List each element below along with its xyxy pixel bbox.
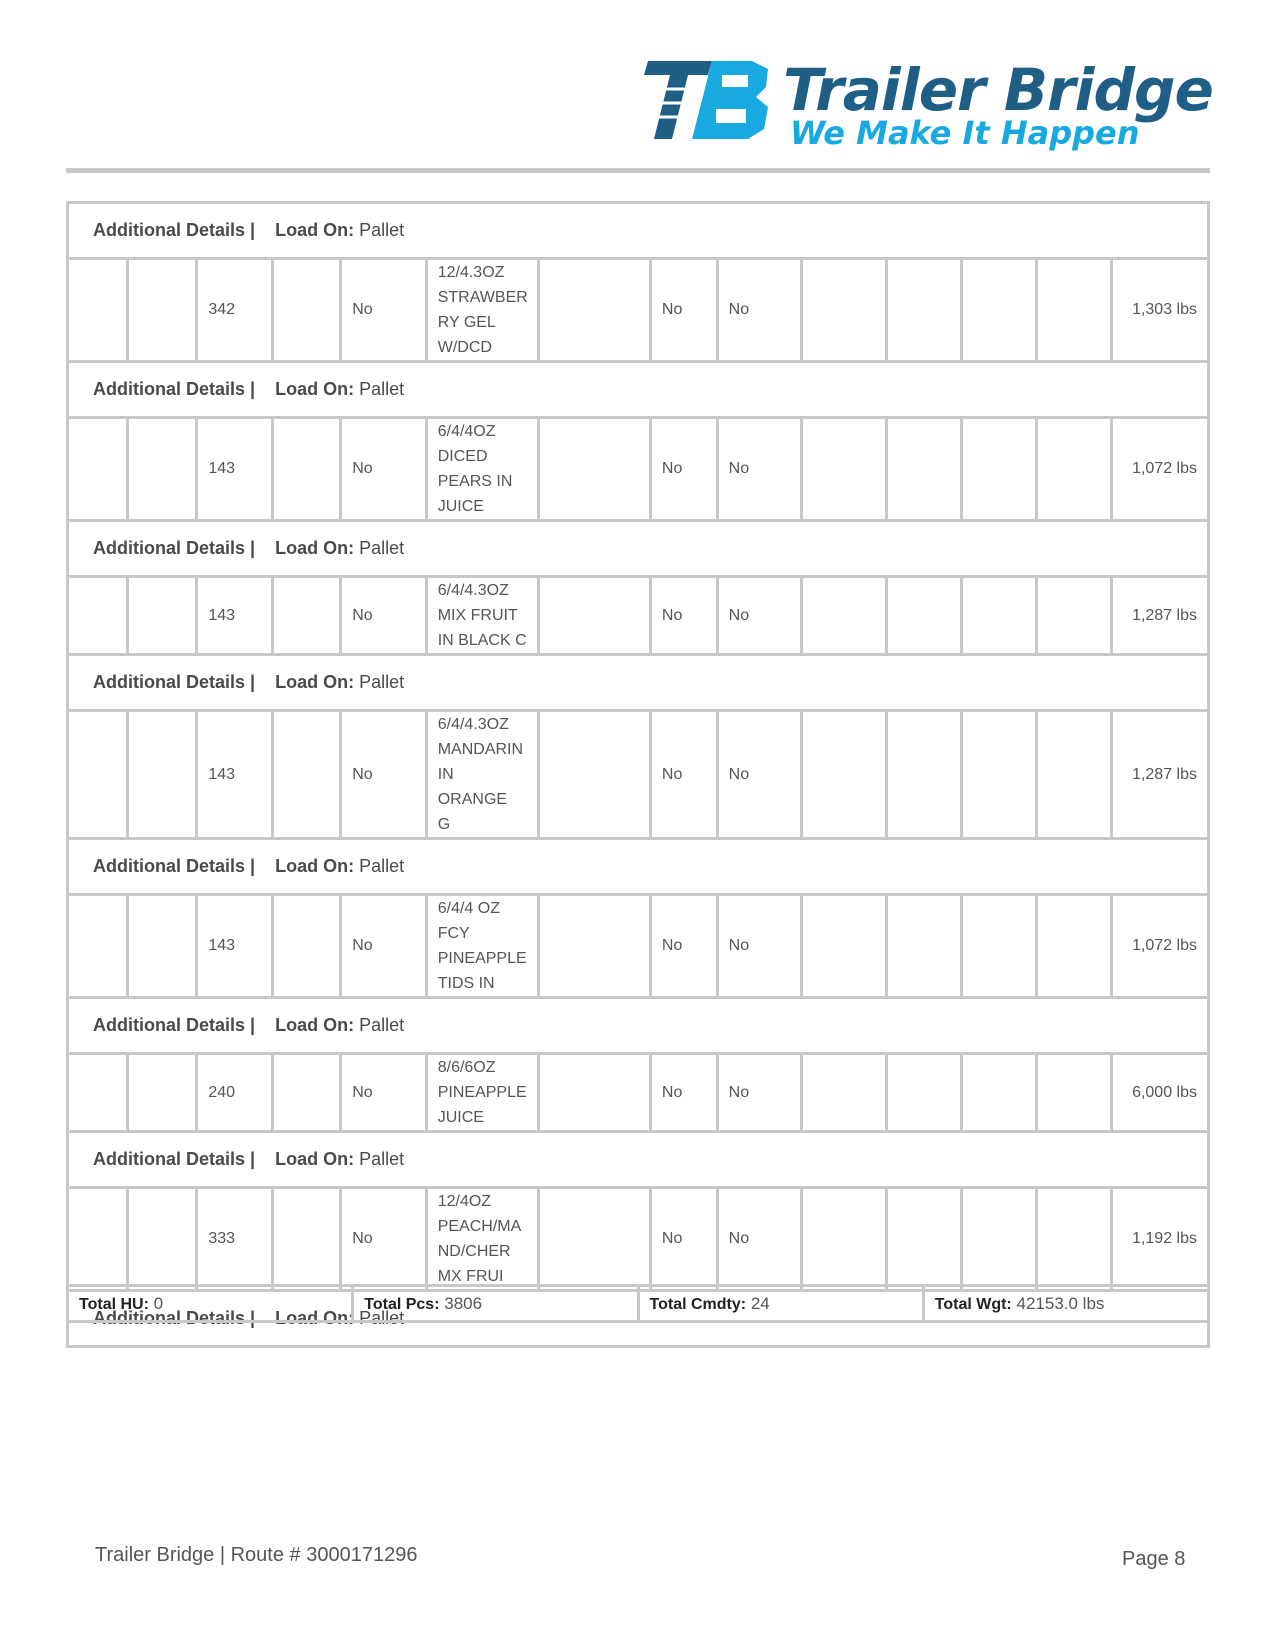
empty-cell — [273, 1188, 341, 1291]
total-wgt-cell: Total Wgt: 42153.0 lbs — [923, 1286, 1208, 1322]
footer-page-number: Page 8 — [1122, 1548, 1186, 1570]
flag2-cell: No — [650, 895, 717, 998]
empty-cell — [886, 577, 961, 655]
load-on-label: Load On: — [275, 1149, 355, 1169]
empty-cell — [539, 1188, 651, 1291]
flag2-cell: No — [650, 259, 717, 362]
weight-cell: 1,072 lbs — [1111, 418, 1208, 521]
description-cell — [426, 1188, 539, 1291]
empty-cell — [68, 711, 128, 839]
flag2-cell: No — [650, 711, 717, 839]
weight-cell: 6,000 lbs — [1111, 1054, 1208, 1132]
description-line: W/DCD — [437, 339, 492, 356]
additional-details-cell — [68, 1132, 1209, 1188]
empty-cell — [802, 1054, 886, 1132]
description-cell — [426, 259, 539, 362]
header-divider — [66, 168, 1210, 173]
additional-details-label: Additional Details | — [93, 379, 256, 399]
flag2-cell: No — [650, 577, 717, 655]
flag1-cell: No — [341, 418, 427, 521]
additional-details-row — [68, 998, 1209, 1054]
flag1-cell: No — [341, 895, 427, 998]
weight-cell: 1,192 lbs — [1111, 1188, 1208, 1291]
empty-cell — [961, 711, 1036, 839]
empty-cell — [802, 577, 886, 655]
empty-cell — [68, 418, 128, 521]
footer-route: Trailer Bridge | Route # 3000171296 — [95, 1544, 418, 1566]
additional-details-row — [68, 203, 1209, 259]
flag3-cell: No — [717, 577, 801, 655]
description-cell — [426, 577, 539, 655]
load-on-label: Load On: — [275, 538, 355, 558]
description-line: 6/4/4.3OZ — [437, 582, 509, 599]
description-line: PEACH/MA — [437, 1218, 522, 1235]
weight-cell: 1,303 lbs — [1111, 259, 1208, 362]
load-on-label: Load On: — [275, 1308, 355, 1328]
pcs-cell: 143 — [197, 711, 273, 839]
flag3-cell: No — [717, 1054, 801, 1132]
commodity-row — [68, 895, 1209, 998]
additional-details-label: Additional Details | — [93, 538, 256, 558]
brand-tagline: We Make It Happen — [790, 114, 1140, 152]
description-line: IN BLACK C — [437, 632, 527, 649]
description-cell — [426, 418, 539, 521]
empty-cell — [961, 259, 1036, 362]
empty-cell — [539, 711, 651, 839]
flag1-cell: No — [341, 259, 427, 362]
empty-cell — [886, 1188, 961, 1291]
total-hu-value: 0 — [153, 1293, 164, 1313]
description-line: PEARS IN — [437, 473, 513, 490]
description-line: MX FRUI — [437, 1268, 504, 1285]
total-hu-cell: Total HU: 0 — [68, 1286, 353, 1322]
flag3-cell: No — [717, 1188, 801, 1291]
flag1-cell: No — [341, 711, 427, 839]
empty-cell — [128, 1054, 197, 1132]
load-on-value: Pallet — [359, 538, 405, 558]
load-on-label: Load On: — [275, 856, 355, 876]
additional-details-label: Additional Details | — [93, 672, 256, 692]
load-on-value: Pallet — [359, 856, 405, 876]
total-cmdty-value: 24 — [750, 1293, 770, 1313]
commodity-row — [68, 1188, 1209, 1291]
total-wgt-value: 42153.0 lbs — [1016, 1293, 1105, 1313]
commodity-row — [68, 711, 1209, 839]
empty-cell — [886, 418, 961, 521]
flag2-cell: No — [650, 1188, 717, 1291]
flag3-cell: No — [717, 711, 801, 839]
empty-cell — [273, 1054, 341, 1132]
additional-details-cell — [68, 203, 1209, 259]
empty-cell — [128, 577, 197, 655]
weight-cell: 1,287 lbs — [1111, 711, 1208, 839]
totals-row — [68, 1286, 1209, 1322]
empty-cell — [273, 711, 341, 839]
load-on-value: Pallet — [359, 379, 405, 399]
empty-cell — [886, 895, 961, 998]
empty-cell — [802, 1188, 886, 1291]
load-on-value: Pallet — [359, 1308, 405, 1328]
empty-cell — [802, 711, 886, 839]
additional-details-label: Additional Details | — [93, 1308, 256, 1328]
description-line: PINEAPPLE — [437, 950, 527, 967]
additional-details-label: Additional Details | — [93, 1149, 256, 1169]
pcs-cell: 143 — [197, 418, 273, 521]
empty-cell — [539, 418, 651, 521]
description-line: ND/CHER — [437, 1243, 511, 1260]
additional-details-row — [68, 362, 1209, 418]
description-line: 6/4/4OZ — [437, 423, 496, 440]
weight-cell: 1,072 lbs — [1111, 895, 1208, 998]
load-on-label: Load On: — [275, 220, 355, 240]
tb-monogram-icon — [640, 55, 775, 145]
brand-name: Trailer Bridge — [783, 56, 1213, 124]
flag2-cell: No — [650, 1054, 717, 1132]
additional-details-cell — [68, 998, 1209, 1054]
pcs-cell: 342 — [197, 259, 273, 362]
description-line: 6/4/4.3OZ — [437, 716, 509, 733]
additional-details-cell — [68, 362, 1209, 418]
empty-cell — [1036, 895, 1111, 998]
additional-details-label: Additional Details | — [93, 1015, 256, 1035]
empty-cell — [273, 418, 341, 521]
additional-details-row — [68, 1132, 1209, 1188]
empty-cell — [1036, 577, 1111, 655]
empty-cell — [68, 895, 128, 998]
empty-cell — [961, 577, 1036, 655]
additional-details-cell — [68, 521, 1209, 577]
flag1-cell: No — [341, 1054, 427, 1132]
description-line: 8/6/6OZ — [437, 1059, 496, 1076]
empty-cell — [273, 577, 341, 655]
empty-cell — [886, 711, 961, 839]
empty-cell — [128, 259, 197, 362]
load-on-label: Load On: — [275, 1015, 355, 1035]
empty-cell — [802, 259, 886, 362]
empty-cell — [1036, 1188, 1111, 1291]
trailer-bridge-logo — [640, 55, 1213, 155]
commodity-row — [68, 1054, 1209, 1132]
empty-cell — [1036, 711, 1111, 839]
empty-cell — [68, 1054, 128, 1132]
description-line: MIX FRUIT — [437, 607, 518, 624]
total-pcs-cell: Total Pcs: 3806 — [353, 1286, 638, 1322]
flag1-cell: No — [341, 577, 427, 655]
additional-details-label: Additional Details | — [93, 856, 256, 876]
description-line: FCY — [437, 925, 470, 942]
empty-cell — [128, 711, 197, 839]
flag3-cell: No — [717, 418, 801, 521]
additional-details-cell — [68, 655, 1209, 711]
additional-details-label: Additional Details | — [93, 220, 256, 240]
load-on-label: Load On: — [275, 379, 355, 399]
flag2-cell: No — [650, 418, 717, 521]
pcs-cell: 143 — [197, 577, 273, 655]
empty-cell — [1036, 418, 1111, 521]
description-line: JUICE — [437, 1109, 484, 1126]
description-line: 12/4.3OZ — [437, 264, 505, 281]
empty-cell — [802, 418, 886, 521]
commodity-row — [68, 577, 1209, 655]
pcs-cell: 240 — [197, 1054, 273, 1132]
commodity-table — [66, 201, 1210, 1348]
empty-cell — [539, 895, 651, 998]
description-line: MANDARIN — [437, 741, 524, 758]
empty-cell — [886, 1054, 961, 1132]
empty-cell — [1036, 1054, 1111, 1132]
empty-cell — [68, 1188, 128, 1291]
description-line: IN ORANGE — [437, 766, 508, 808]
load-on-label: Load On: — [275, 672, 355, 692]
description-line: G — [437, 816, 451, 833]
empty-cell — [128, 1188, 197, 1291]
description-cell — [426, 1054, 539, 1132]
empty-cell — [886, 259, 961, 362]
additional-details-row — [68, 839, 1209, 895]
empty-cell — [961, 1054, 1036, 1132]
empty-cell — [273, 259, 341, 362]
weight-cell: 1,287 lbs — [1111, 577, 1208, 655]
total-cmdty-cell: Total Cmdty: 24 — [638, 1286, 923, 1322]
description-line: 6/4/4 OZ — [437, 900, 500, 917]
load-on-value: Pallet — [359, 672, 405, 692]
flag1-cell: No — [341, 1188, 427, 1291]
description-line: TIDS IN — [437, 975, 495, 992]
empty-cell — [128, 418, 197, 521]
empty-cell — [68, 577, 128, 655]
load-on-value: Pallet — [359, 220, 405, 240]
empty-cell — [961, 1188, 1036, 1291]
empty-cell — [539, 1054, 651, 1132]
empty-cell — [539, 577, 651, 655]
total-pcs-value: 3806 — [444, 1293, 483, 1313]
pcs-cell: 333 — [197, 1188, 273, 1291]
flag3-cell: No — [717, 895, 801, 998]
load-on-value: Pallet — [359, 1149, 405, 1169]
additional-details-row — [68, 521, 1209, 577]
empty-cell — [128, 895, 197, 998]
commodity-row — [68, 259, 1209, 362]
empty-cell — [961, 895, 1036, 998]
description-line: 12/4OZ — [437, 1193, 492, 1210]
totals-table — [66, 1284, 1210, 1323]
description-line: JUICE — [437, 498, 484, 515]
description-line: RY GEL — [437, 314, 496, 331]
empty-cell — [68, 259, 128, 362]
empty-cell — [802, 895, 886, 998]
description-line: PINEAPPLE — [437, 1084, 527, 1101]
flag3-cell: No — [717, 259, 801, 362]
additional-details-cell — [68, 839, 1209, 895]
load-on-value: Pallet — [359, 1015, 405, 1035]
empty-cell — [961, 418, 1036, 521]
empty-cell — [273, 895, 341, 998]
commodity-row — [68, 418, 1209, 521]
description-line: STRAWBER — [437, 289, 528, 306]
additional-details-row — [68, 655, 1209, 711]
description-cell — [426, 895, 539, 998]
description-line: DICED — [437, 448, 488, 465]
empty-cell — [539, 259, 651, 362]
pcs-cell: 143 — [197, 895, 273, 998]
empty-cell — [1036, 259, 1111, 362]
description-cell — [426, 711, 539, 839]
